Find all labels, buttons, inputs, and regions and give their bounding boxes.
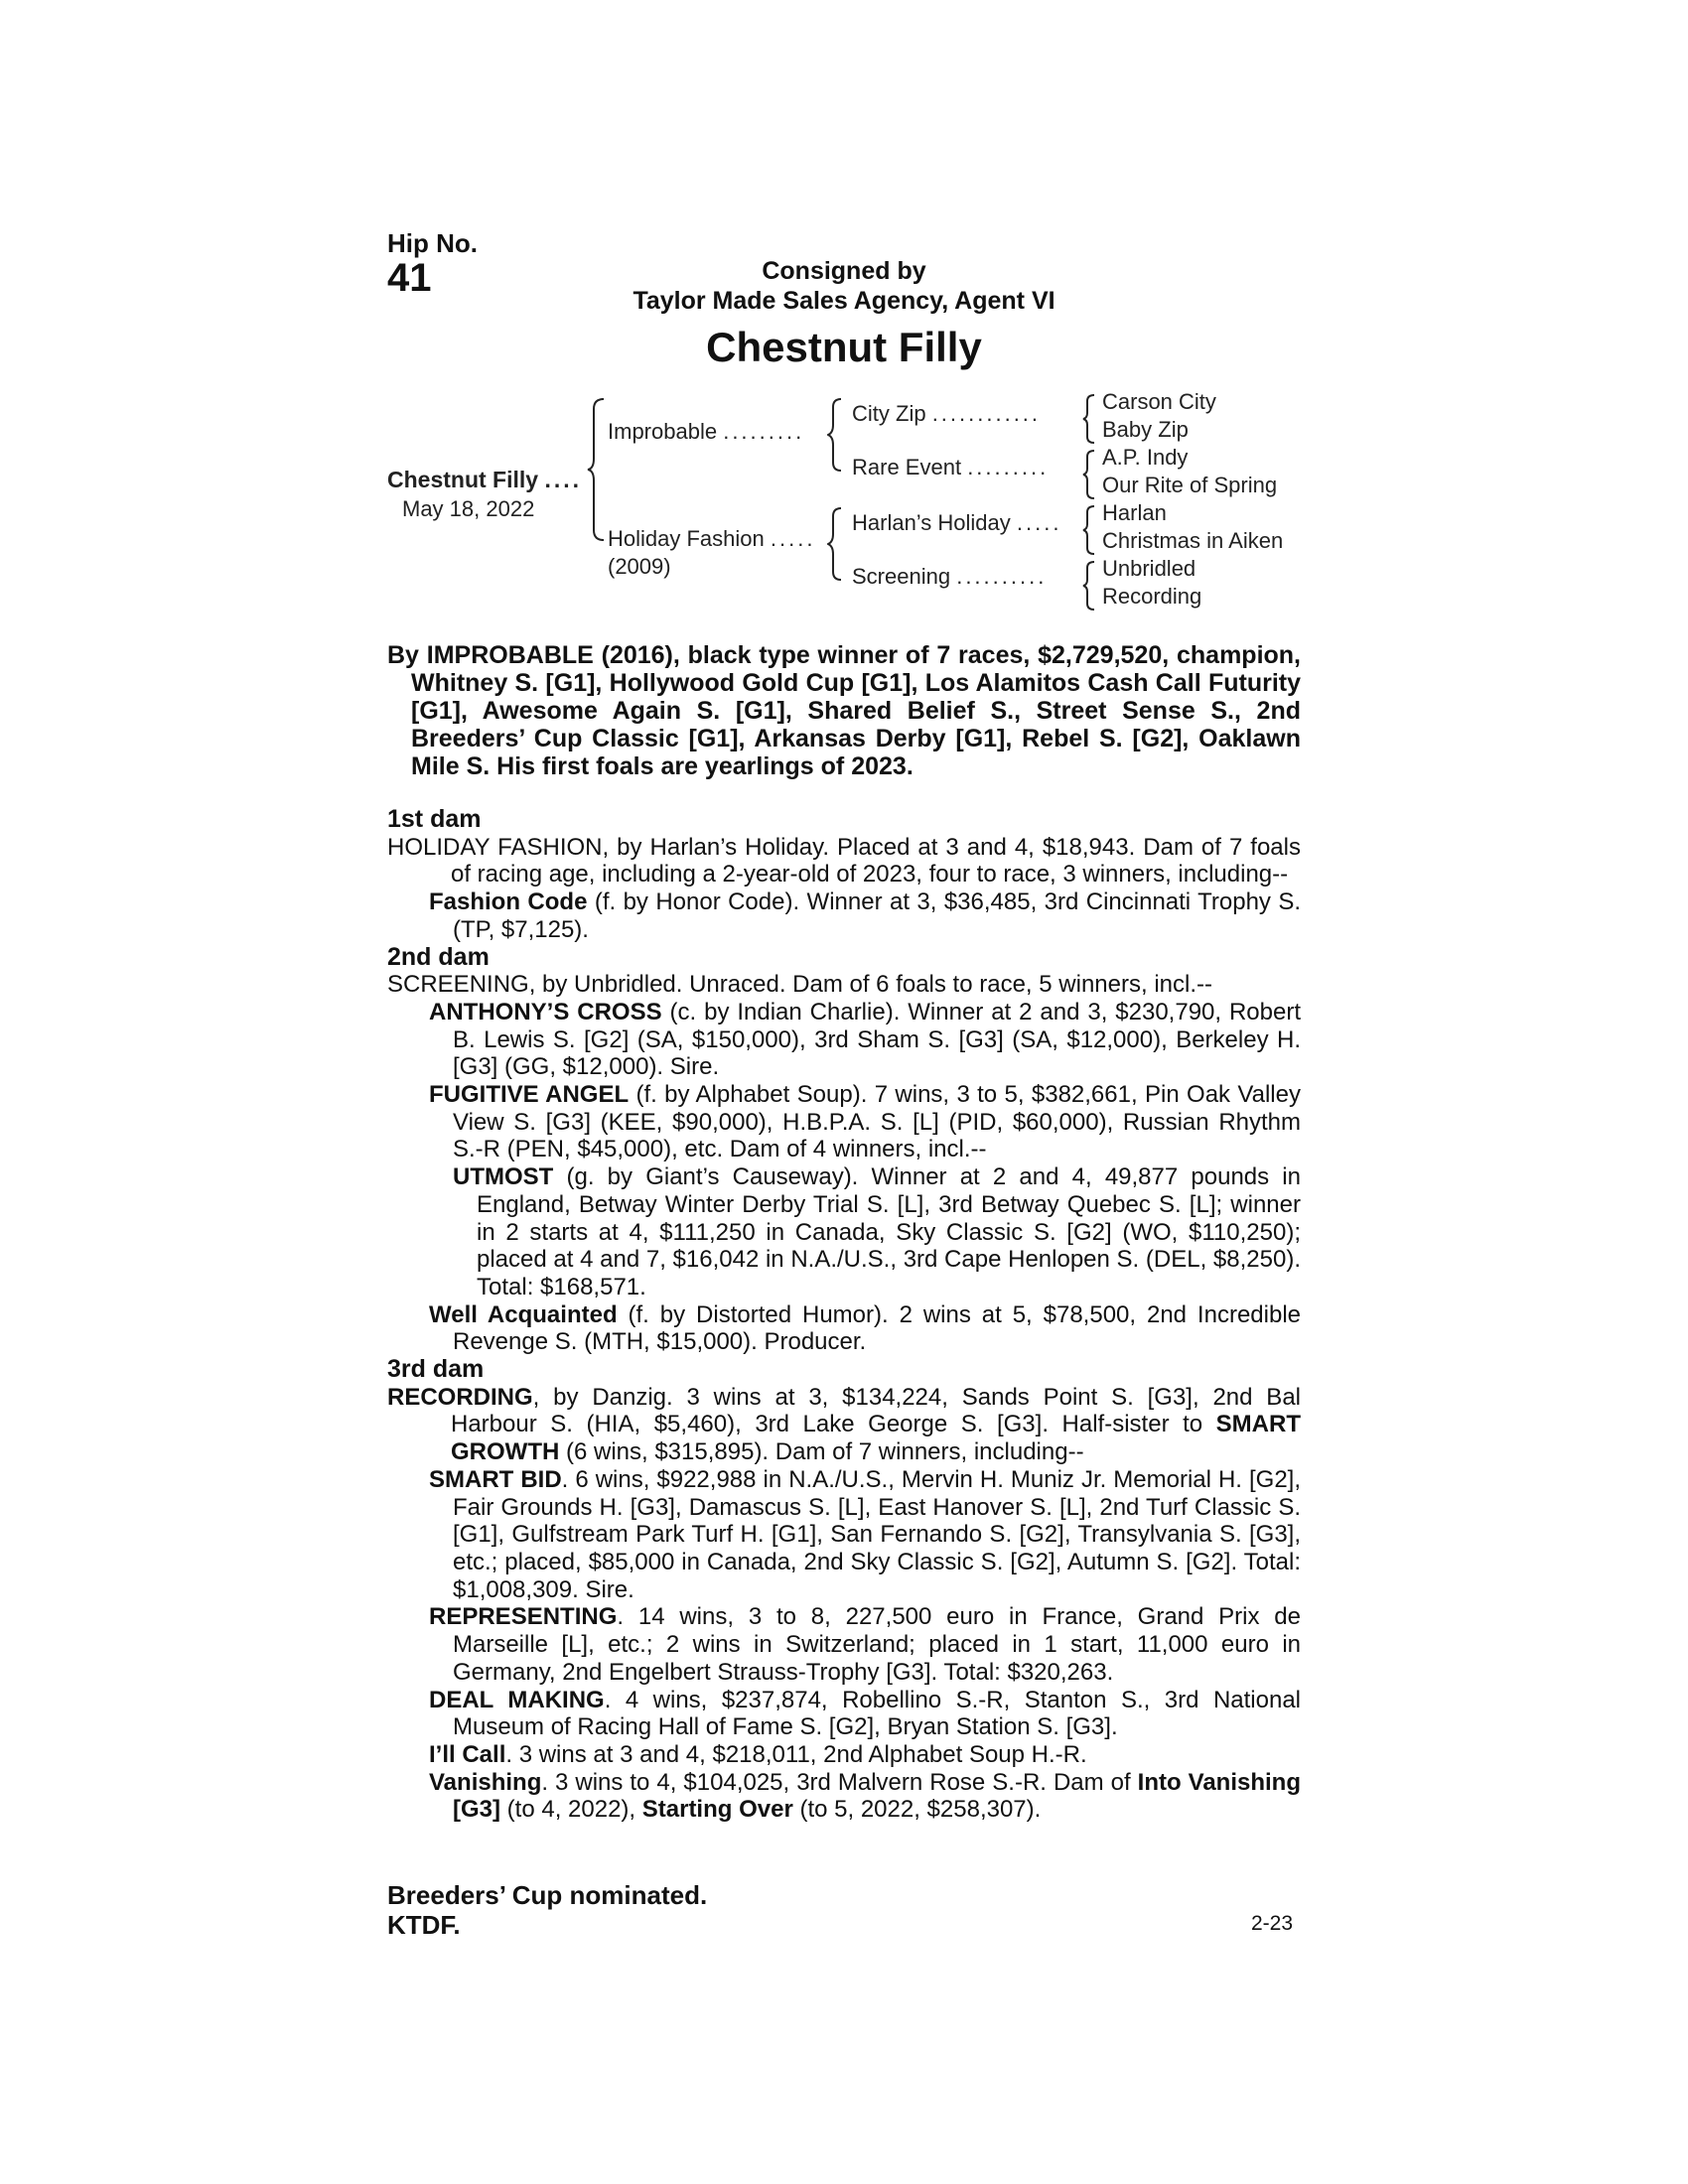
- third-dam-foals: [387, 1466, 1301, 1824]
- pedigree-dam-dam: Screening ..........: [852, 564, 1048, 589]
- pedigree-g2: Baby Zip: [1102, 417, 1189, 442]
- pedigree-g8: Recording: [1102, 584, 1202, 609]
- footer-notes: [387, 1880, 707, 1940]
- third-dam-foal-2: REPRESENTING. 14 wins, 3 to 8, 227,500 euro in France, Grand Prix de Marseille [L], etc.; 2 wins in Switzerland; placed in 1 start, 11,000 euro in Germany, 2nd Engelbert Strauss-Trophy [G3]. Total: $320,263.: [429, 1603, 1301, 1686]
- pedigree-sire: Improbable .........: [608, 419, 805, 444]
- second-dam-heading: 2nd dam: [387, 942, 490, 971]
- third-dam-heading: 3rd dam: [387, 1355, 485, 1384]
- second-dam-text: SCREENING, by Unbridled. Unraced. Dam of 6 foals to race, 5 winners, incl.--: [387, 971, 1212, 999]
- dam-brace: [827, 504, 847, 584]
- produce-record: [387, 806, 1301, 1824]
- third-dam-foal-4: I’ll Call. 3 wins at 3 and 4, $218,011, 2nd Alphabet Soup H.-R.: [429, 1740, 1087, 1768]
- brace-g12: [1082, 391, 1098, 447]
- hip-number: 41: [387, 256, 432, 300]
- pedigree-g3: A.P. Indy: [1102, 445, 1189, 470]
- brace-g78: [1082, 558, 1098, 614]
- pedigree-dam: Holiday Fashion .....: [608, 526, 816, 551]
- first-dam-heading: 1st dam: [387, 805, 482, 833]
- consigned-line1: Consigned by: [762, 257, 926, 285]
- second-dam-grandfoals: [429, 1163, 1301, 1301]
- pedigree-g6: Christmas in Aiken: [1102, 528, 1284, 553]
- sire-summary-text: By IMPROBABLE (2016), black type winner of 7 races, $2,729,520, champion, Whitney S. [G1], Hollywood Gold Cup [G1], Los Alamitos Cash Call Futurity [G1], Awesome Again S. [G1], Shared Belief S., Street Sense S., 2nd Breeders’ Cup Classic [G1], Arkansas Derby [G1], Rebel S. [G2], Oaklawn Mile S. His first foals are yearlings of 2023.: [387, 641, 1301, 780]
- first-dam-text: HOLIDAY FASHION, by Harlan’s Holiday. Placed at 3 and 4, $18,943. Dam of 7 foals of racing age, including a 2-year-old of 2023, four to race, 3 winners, including--: [387, 833, 1301, 888]
- pedigree-sire-sire: City Zip ............: [852, 401, 1042, 426]
- third-dam-text: RECORDING, by Danzig. 3 wins at 3, $134,224, Sands Point S. [G3], 2nd Bal Harbour S. (HIA, $5,460), 3rd Lake George S. [G3]. Half-sister to SMART GROWTH (6 wins, $315,895). Dam of 7 winners, including--: [387, 1383, 1301, 1466]
- pedigree-g1: Carson City: [1102, 389, 1216, 414]
- second-dam-foal-1: ANTHONY’S CROSS (c. by Indian Charlie). Winner at 2 and 3, $230,790, Robert B. Lewis S. [G2] (SA, $150,000), 3rd Sham S. [G3] (SA, $12,000), Berkeley H. [G3] (GG, $12,000). Sire.: [429, 998, 1301, 1081]
- page-code: 2-23: [1251, 1912, 1294, 1935]
- sire-summary: [387, 641, 1301, 780]
- pedigree-g4: Our Rite of Spring: [1102, 473, 1278, 497]
- brace-g56: [1082, 502, 1098, 558]
- pedigree-foaled: May 18, 2022: [402, 496, 535, 521]
- second-dam-foal-3: Well Acquainted (f. by Distorted Humor). 2 wins at 5, $78,500, 2nd Incredible Revenge S. (MTH, $15,000). Producer.: [429, 1300, 1301, 1356]
- breeders-cup-note: Breeders’ Cup nominated.: [387, 1880, 708, 1910]
- first-dam-foal-1: Fashion Code (f. by Honor Code). Winner at 3, $36,485, 3rd Cincinnati Trophy S. (TP, $7,125).: [429, 888, 1302, 943]
- pedigree-g7: Unbridled: [1102, 556, 1196, 581]
- sire-brace: [827, 395, 847, 475]
- subject-brace: [586, 395, 612, 544]
- consignor: [536, 256, 1152, 316]
- second-dam-foals: [387, 999, 1301, 1356]
- hip-label: Hip No.: [387, 228, 478, 258]
- second-dam-grandfoal-1: UTMOST (g. by Giant’s Causeway). Winner at 2 and 4, 49,877 pounds in England, Betway Winter Derby Trial S. [L], 3rd Betway Quebec S. [L]; winner in 2 starts at 4, $111,250 in Canada, Sky Classic S. [G2] (WO, $110,250); placed at 4 and 7, $16,042 in N.A./U.S., 3rd Cape Henlopen S. (DEL, $8,250). Total: $168,571.: [453, 1163, 1301, 1300]
- second-dam-foal-2: FUGITIVE ANGEL (f. by Alphabet Soup). 7 wins, 3 to 5, $382,661, Pin Oak Valley View S. [G3] (KEE, $90,000), H.B.P.A. S. [L] (PID, $60,000), Russian Rhythm S.-R (PEN, $45,000), etc. Dam of 4 winners, incl.--: [429, 1081, 1301, 1163]
- consigned-line2: Taylor Made Sales Agency, Agent VI: [633, 287, 1055, 315]
- page-title: Chestnut Filly: [706, 324, 982, 370]
- pedigree-g5: Harlan: [1102, 500, 1167, 525]
- first-dam-foals: [387, 888, 1301, 943]
- third-dam-foal-3: DEAL MAKING. 4 wins, $237,874, Robellino S.-R, Stanton S., 3rd National Museum of Racing Hall of Fame S. [G2], Bryan Station S. [G3].: [429, 1686, 1302, 1741]
- brace-g34: [1082, 447, 1098, 502]
- pedigree-dam-sire: Harlan’s Holiday .....: [852, 510, 1062, 535]
- ktdf-note: KTDF.: [387, 1910, 461, 1940]
- pedigree-dam-year: (2009): [608, 554, 671, 579]
- third-dam-foal-1: SMART BID. 6 wins, $922,988 in N.A./U.S., Mervin H. Muniz Jr. Memorial H. [G2], Fair Grounds H. [G3], Damascus S. [L], East Hanover S. [L], 2nd Turf Classic S. [G1], Gulfstream Park Turf H. [G1], San Fernando S. [G2], Transylvania S. [G3], etc.; placed, $85,000 in Canada, 2nd Sky Classic S. [G2], Autumn S. [G2]. Total: $1,008,309. Sire.: [429, 1465, 1302, 1603]
- third-dam-foal-5: Vanishing. 3 wins to 4, $104,025, 3rd Malvern Rose S.-R. Dam of Into Vanishing [G3] (to 4, 2022), Starting Over (to 5, 2022, $258,307).: [429, 1768, 1301, 1824]
- pedigree-subject: Chestnut Filly ....: [387, 467, 583, 492]
- pedigree-sire-dam: Rare Event .........: [852, 455, 1050, 479]
